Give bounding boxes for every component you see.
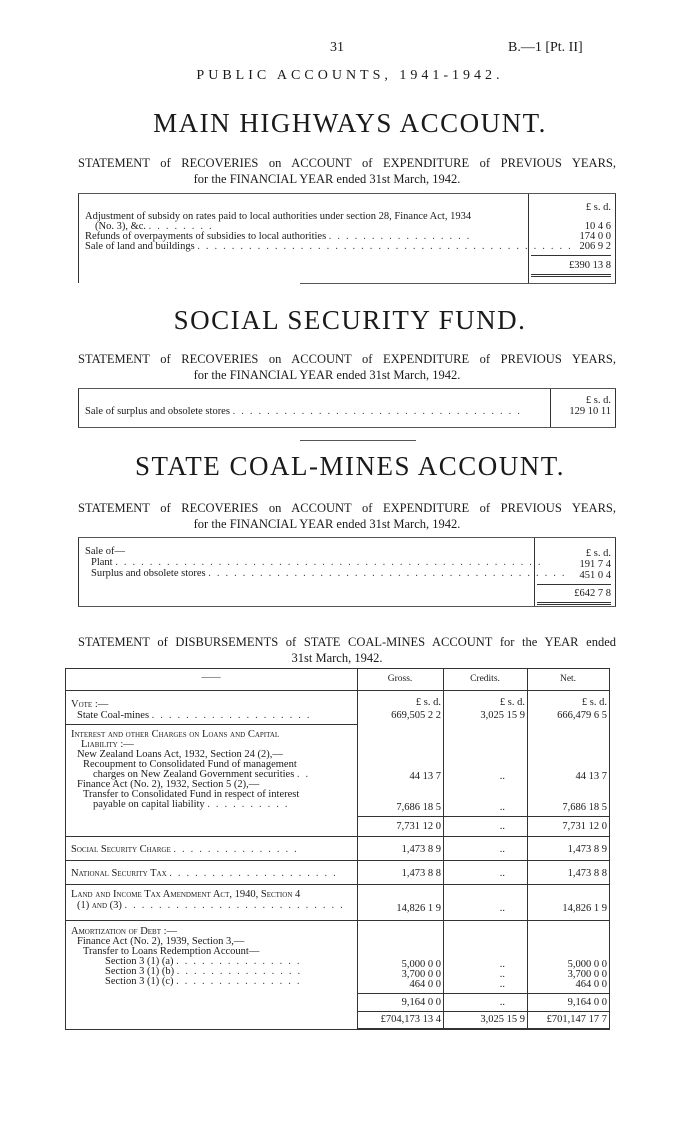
statement-line-1: STATEMENT of RECOVERIES on ACCOUNT of EXPENDITURE of PREVIOUS YEARS, [78, 352, 616, 366]
amortization-act: Finance Act (No. 2), 1939, Section 3,— [77, 936, 245, 947]
list-item: Adjustment of subsidy on rates paid to local authorities under section 28, Finance Act, 1934 [85, 211, 472, 222]
table-row: Section 3 (1) (b) ............... [105, 966, 307, 977]
social-security-table [78, 389, 616, 427]
statement-line-1: STATEMENT of RECOVERIES on ACCOUNT of EXPENDITURE of PREVIOUS YEARS, [78, 501, 616, 515]
disbursements-title [78, 634, 616, 666]
table-row: Section 3 (1) (a) ............... [105, 956, 306, 967]
document-title: PUBLIC ACCOUNTS, 1941-1942. [196, 68, 504, 83]
land-tax-net: 14,826 1 9 [562, 903, 607, 914]
amortization-subtotal-credits: .. [499, 997, 505, 1008]
group-label: Sale of— [85, 546, 125, 557]
total: £390 13 8 [569, 260, 611, 271]
list-item: Surplus and obsolete stores .......................................... [91, 568, 571, 579]
table-row: Social Security Charge ............... [71, 844, 303, 855]
page-number: 31 [330, 40, 344, 55]
interest-heading: Interest and other Charges on Loans and Capital [71, 729, 280, 740]
interest-subtotal-credits: .. [499, 821, 505, 832]
table-row: (1) and (3) .......................... [77, 900, 349, 911]
nst-net: 1,473 8 8 [567, 868, 607, 879]
vote-credits: 3,025 15 9 [480, 710, 525, 721]
vote-label: Vote :— [71, 699, 109, 710]
section-c-gross: 464 0 0 [409, 979, 441, 990]
nst-gross: 1,473 8 8 [401, 868, 441, 879]
amortization-subtotal-net: 9,164 0 0 [567, 997, 607, 1008]
table-row: National Security Tax .................... [71, 868, 342, 879]
section-a-credits: .. [499, 959, 505, 970]
table-row: Section 3 (1) (c) ............... [105, 976, 306, 987]
land-tax-gross: 14,826 1 9 [396, 903, 441, 914]
amount: 191 7 4 [579, 559, 611, 570]
amortization-transfer: Transfer to Loans Redemption Account— [83, 946, 260, 957]
ssc-gross: 1,473 8 9 [401, 844, 441, 855]
disbursements-table [65, 668, 610, 1030]
finance-act: Finance Act (No. 2), 1932, Section 5 (2),— [77, 779, 260, 790]
recoupment-credits: .. [499, 771, 505, 782]
nz-loans-act: New Zealand Loans Act, 1932, Section 24 (2),— [77, 749, 283, 760]
ssc-net: 1,473 8 9 [567, 844, 607, 855]
statement-line-2: for the FINANCIAL YEAR ended 31st March, 1942. [193, 368, 461, 382]
ssc-credits: .. [499, 844, 505, 855]
section-a-gross: 5,000 0 0 [401, 959, 441, 970]
section-a-net: 5,000 0 0 [567, 959, 607, 970]
interest-subtotal-net: 7,731 12 0 [562, 821, 607, 832]
amount: 10 4 6 [584, 221, 611, 232]
amount: 451 0 4 [579, 570, 611, 581]
title-line-2: 31st March, 1942. [291, 651, 383, 665]
transfer-line-1: Transfer to Consolidated Fund in respect of interest [83, 789, 300, 800]
section-c-credits: .. [499, 979, 505, 990]
document-reference: B.—1 [Pt. II] [508, 40, 583, 55]
grand-total-net: £701,147 17 7 [546, 1014, 607, 1025]
amount: 129 10 11 [569, 406, 611, 417]
currency-gross: £ s. d. [415, 697, 441, 708]
currency-header: £ s. d. [585, 548, 611, 559]
currency-net: £ s. d. [581, 697, 607, 708]
amortization-heading: Amortization of Debt :— [71, 926, 178, 937]
title-line-1: STATEMENT of DISBURSEMENTS of STATE COAL-MINES ACCOUNT for the YEAR ended [78, 635, 616, 649]
nst-credits: .. [499, 868, 505, 879]
recoupment-net: 44 13 7 [575, 771, 607, 782]
table-row: charges on New Zealand Government securities .. [93, 769, 315, 780]
list-item-cont: (No. 3), &c. ........ [95, 221, 218, 232]
currency-header: £ s. d. [585, 202, 611, 213]
section-b-credits: .. [499, 969, 505, 980]
social-security-statement [78, 351, 616, 383]
social-security-heading: SOCIAL SECURITY FUND. [173, 305, 527, 335]
amortization-subtotal-gross: 9,164 0 0 [401, 997, 441, 1008]
section-b-net: 3,700 0 0 [567, 969, 607, 980]
recoupment-gross: 44 13 7 [409, 771, 441, 782]
coal-mines-statement [78, 500, 616, 532]
currency-header: £ s. d. [585, 395, 611, 406]
list-item: Refunds of overpayments of subsidies to local authorities ................. [85, 231, 476, 242]
amount: 174 0 0 [579, 231, 611, 242]
land-tax-credits: .. [499, 903, 505, 914]
transfer-credits: .. [499, 802, 505, 813]
vote-net: 666,479 6 5 [557, 710, 607, 721]
main-highways-heading: MAIN HIGHWAYS ACCOUNT. [153, 108, 547, 138]
vote-gross: 669,505 2 2 [391, 710, 441, 721]
list-item: Sale of land and buildings ............................................ [85, 241, 577, 252]
main-highways-statement [78, 155, 616, 187]
statement-line-2: for the FINANCIAL YEAR ended 31st March, 1942. [193, 517, 461, 531]
section-b-gross: 3,700 0 0 [401, 969, 441, 980]
list-item: Plant .................................................. [91, 557, 547, 568]
col-header-net: Net. [559, 674, 577, 684]
land-tax-label: Land and Income Tax Amendment Act, 1940, Section 4 [71, 889, 301, 900]
statement-line-2: for the FINANCIAL YEAR ended 31st March, 1942. [193, 172, 461, 186]
interest-heading-cont: Liability :— [81, 739, 134, 750]
statement-line-1: STATEMENT of RECOVERIES on ACCOUNT of EXPENDITURE of PREVIOUS YEARS, [78, 156, 616, 170]
grand-total-credits: 3,025 15 9 [480, 1014, 525, 1025]
list-item: Sale of surplus and obsolete stores .................................. [85, 406, 526, 417]
total: £642 7 8 [574, 588, 611, 599]
col-header-credits: Credits. [470, 674, 500, 684]
transfer-net: 7,686 18 5 [562, 802, 607, 813]
col-header-desc: —— [201, 673, 221, 683]
section-c-net: 464 0 0 [575, 979, 607, 990]
table-row: State Coal-mines ................... [77, 710, 316, 721]
coal-mines-heading: STATE COAL-MINES ACCOUNT. [134, 451, 566, 481]
recoupment-line-1: Recoupment to Consolidated Fund of management [83, 759, 297, 770]
transfer-gross: 7,686 18 5 [396, 802, 441, 813]
interest-subtotal-gross: 7,731 12 0 [396, 821, 441, 832]
col-header-gross: Gross. [387, 674, 413, 684]
amount: 206 9 2 [579, 241, 611, 252]
currency-credits: £ s. d. [499, 697, 525, 708]
grand-total-gross: £704,173 13 4 [380, 1014, 441, 1025]
coal-mines-table [78, 538, 616, 606]
table-row: payable on capital liability .......... [93, 799, 294, 810]
main-highways-table [78, 194, 616, 283]
